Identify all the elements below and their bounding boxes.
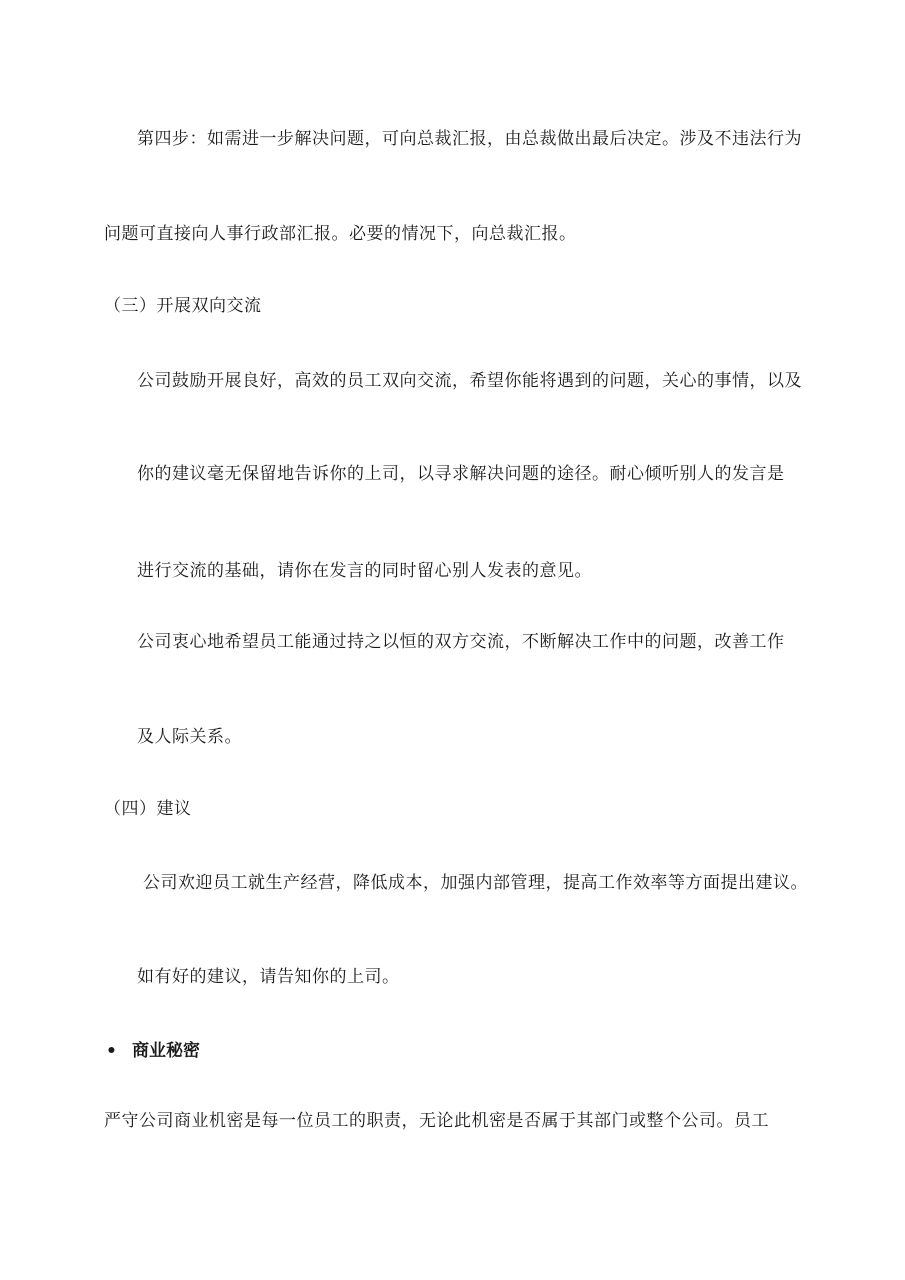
section3-heading: （三）开展双向交流 xyxy=(104,296,262,316)
bullet-icon: • xyxy=(106,1041,117,1061)
section4-heading: （四）建议 xyxy=(104,799,192,819)
section3-paragraph1-line-3: 进行交流的基础，请你在发言的同时留心别人发表的意见。 xyxy=(137,561,592,581)
section3-paragraph1-line-1: 公司鼓励开展良好，高效的员工双向交流，希望你能将遇到的问题，关心的事情，以及 xyxy=(137,371,802,391)
section4-paragraph-2: 如有好的建议，请告知你的上司。 xyxy=(137,967,400,987)
section3-paragraph2-line-2: 及人际关系。 xyxy=(137,727,242,747)
trade-secret-text-line-1: 严守公司商业机密是每一位员工的职责，无论此机密是否属于其部门或整个公司。员工 xyxy=(104,1111,769,1131)
step4-text-line-2: 问题可直接向人事行政部汇报。必要的情况下，向总裁汇报。 xyxy=(104,224,577,244)
section3-paragraph1-line-2: 你的建议毫无保留地告诉你的上司，以寻求解决问题的途径。耐心倾听别人的发言是 xyxy=(137,464,785,484)
section3-paragraph2-line-1: 公司衷心地希望员工能通过持之以恒的双方交流，不断解决工作中的问题，改善工作 xyxy=(137,632,785,652)
step4-text-line-1: 第四步：如需进一步解决问题，可向总裁汇报，由总裁做出最后决定。涉及不违法行为 xyxy=(137,129,802,149)
trade-secret-heading-row xyxy=(106,1043,200,1060)
section4-paragraph-1: 公司欢迎员工就生产经营，降低成本，加强内部管理，提高工作效率等方面提出建议。 xyxy=(143,873,808,893)
trade-secret-heading: 商业秘密 xyxy=(132,1041,200,1061)
